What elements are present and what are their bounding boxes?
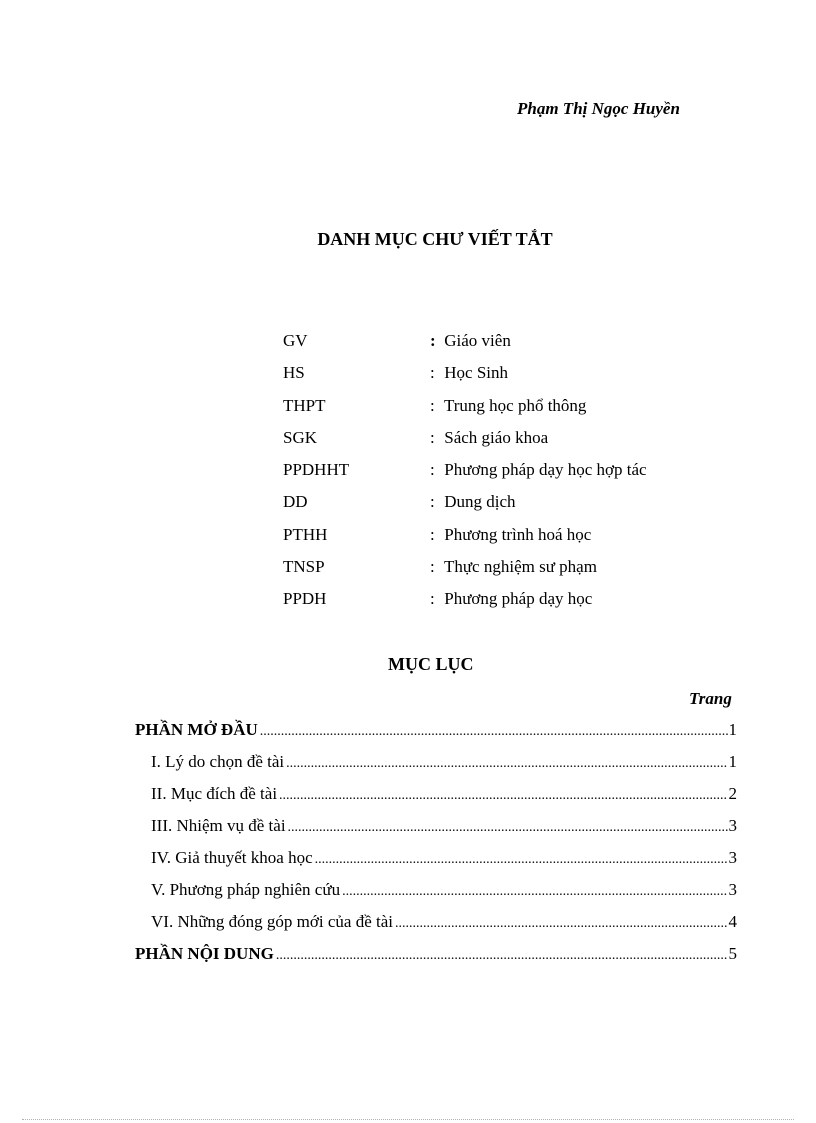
toc-dot-leader <box>395 911 728 933</box>
abbreviation-row <box>283 557 703 589</box>
abbreviation-colon: : <box>430 460 435 480</box>
abbreviation-definition-text: Phương pháp dạy học hợp tác <box>444 460 647 480</box>
abbreviation-colon: : <box>430 524 435 544</box>
abbreviation-term: THPT <box>283 395 326 415</box>
toc-entry-page: 4 <box>728 912 737 931</box>
abbreviation-row <box>283 331 703 363</box>
abbreviation-definition <box>430 460 647 480</box>
abbreviation-colon: : <box>430 395 435 415</box>
abbreviation-term: TNSP <box>283 557 325 577</box>
abbreviation-row <box>283 460 703 492</box>
toc-entry-page: 1 <box>728 720 737 739</box>
abbreviation-definition-text: Học Sinh <box>444 363 508 383</box>
abbreviation-definition <box>430 363 508 383</box>
abbreviation-definition <box>430 331 511 351</box>
abbreviation-term: PPDH <box>283 589 327 609</box>
toc-entry-page: 2 <box>728 784 737 803</box>
abbreviation-row <box>283 525 703 557</box>
abbreviation-row <box>283 396 703 428</box>
toc-entry-label: PHẦN MỞ ĐẦU <box>135 720 258 739</box>
abbreviation-term: PTHH <box>283 524 328 544</box>
toc-entry[interactable] <box>135 815 737 847</box>
toc-entry-label: II. Mục đích đề tài <box>151 784 278 803</box>
toc-entry-label: IV. Giả thuyết khoa học <box>151 848 313 867</box>
abbreviation-term: HS <box>283 363 305 383</box>
abbreviation-colon: : <box>430 331 436 350</box>
toc-entry[interactable] <box>135 847 737 879</box>
toc-page-header: Trang <box>689 689 732 708</box>
toc-entry[interactable] <box>135 783 737 815</box>
abbreviations-list <box>283 331 703 622</box>
author-name: Phạm Thị Ngọc Huyền <box>517 99 680 118</box>
abbreviation-colon: : <box>430 492 435 512</box>
toc-title: MỤC LỤC <box>388 654 474 674</box>
toc-entry[interactable] <box>135 879 737 911</box>
abbreviation-term: DD <box>283 492 308 512</box>
abbreviation-definition-text: Trung học phổ thông <box>443 395 587 415</box>
abbreviation-term: GV <box>283 331 308 350</box>
abbreviation-colon: : <box>430 427 435 447</box>
abbreviation-row <box>283 363 703 395</box>
abbreviation-row <box>283 492 703 524</box>
abbreviation-row <box>283 589 703 621</box>
toc-entry-page: 3 <box>728 816 737 835</box>
toc-dot-leader <box>315 847 728 869</box>
toc-dot-leader <box>260 719 728 741</box>
abbreviation-definition <box>430 557 597 577</box>
toc-list <box>135 719 737 975</box>
toc-entry[interactable] <box>135 911 737 943</box>
abbreviation-term: SGK <box>283 427 318 447</box>
toc-entry-label: VI. Những đóng góp mới của đề tài <box>151 912 393 931</box>
toc-entry-label: PHẦN NỘI DUNG <box>135 944 274 963</box>
toc-entry-label: III. Nhiệm vụ đề tài <box>151 816 286 835</box>
toc-entry-page: 3 <box>728 848 737 867</box>
toc-dot-leader <box>288 815 728 837</box>
abbreviation-definition-text: Dung dịch <box>444 492 516 512</box>
page-bottom-divider <box>22 1119 794 1120</box>
abbreviations-title: DANH MỤC CHƯ VIẾT TẮT <box>317 229 553 249</box>
toc-dot-leader <box>279 783 727 805</box>
abbreviation-colon: : <box>430 589 435 609</box>
abbreviation-definition-text: Phương trình hoá học <box>444 524 592 544</box>
abbreviation-definition-text: Giáo viên <box>444 331 511 350</box>
toc-entry-label: I. Lý do chọn đề tài <box>151 752 285 771</box>
abbreviation-colon: : <box>430 363 435 383</box>
abbreviation-definition <box>430 525 591 545</box>
toc-entry-page: 5 <box>728 944 737 963</box>
toc-dot-leader <box>276 943 728 965</box>
abbreviation-definition <box>430 428 548 448</box>
toc-entry-page: 1 <box>728 752 737 771</box>
abbreviation-definition <box>430 589 592 609</box>
toc-entry[interactable] <box>135 751 737 783</box>
toc-dot-leader <box>286 751 727 773</box>
toc-entry-label: V. Phương pháp nghiên cứu <box>151 880 341 899</box>
abbreviation-definition <box>430 396 586 416</box>
toc-entry[interactable] <box>135 943 737 975</box>
toc-dot-leader <box>342 879 727 901</box>
abbreviation-definition-text: Thực nghiệm sư phạm <box>443 557 597 577</box>
abbreviation-definition-text: Sách giáo khoa <box>444 427 549 447</box>
abbreviation-definition-text: Phương pháp dạy học <box>444 589 593 609</box>
abbreviation-definition <box>430 492 516 512</box>
toc-entry-page: 3 <box>728 880 737 899</box>
toc-entry[interactable] <box>135 719 737 751</box>
abbreviation-row <box>283 428 703 460</box>
abbreviation-term: PPDHHT <box>283 460 350 480</box>
abbreviation-colon: : <box>430 557 435 577</box>
